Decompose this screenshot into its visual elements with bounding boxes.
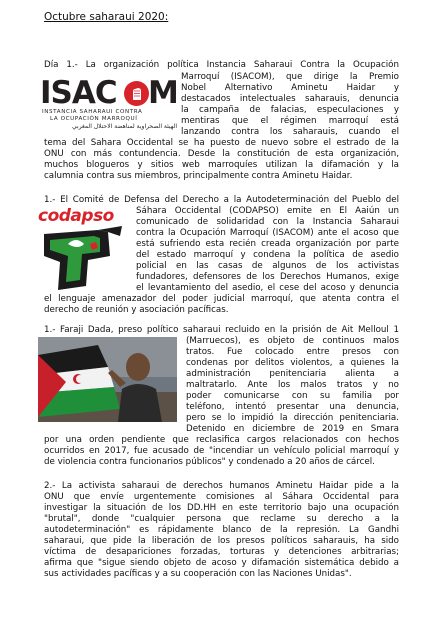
- isacom-logo-subtitle-arabic: الهيئة الصحراوية لمناهضة الاحتلال المغربي: [72, 123, 177, 130]
- paragraph-line: Nobel Alternativo Aminetu Haidar y: [181, 83, 399, 93]
- document-title: Octubre saharaui 2020:: [44, 11, 169, 23]
- paragraph-line: víctima de desapariciones forzadas, torturas y detenciones arbitrarias;: [44, 547, 399, 557]
- paragraph-line: (Marruecos), es objeto de continuos malos: [186, 336, 399, 346]
- paragraph-line: 1.- Faraji Dada, preso político saharaui recluido en la prisión de Ait Melloul 1: [44, 325, 399, 335]
- paragraph-line: poder comunicarse con su familia por: [186, 391, 399, 401]
- isacom-logo-subtitle-1: INSTANCIA SAHARAUI CONTRA: [42, 109, 143, 115]
- isacom-logo-subtitle-2: LA OCUPACIÓN MARROQUÍ: [50, 116, 138, 122]
- isacom-logo-wordmark: ISAC M: [40, 75, 178, 111]
- paragraph-line: mentiras que el régimen marroquí está: [181, 116, 399, 126]
- isacom-logo: [40, 75, 178, 134]
- codapso-logo-wordmark: codapso: [38, 206, 114, 226]
- paragraph-line: 1.- El Comité de Defensa del Derecho a la Autodeterminación del Pueblo del: [44, 195, 399, 205]
- paragraph-line: afirma que "sigue siendo objeto de acoso y difamación sistemática debido a: [44, 558, 399, 568]
- isacom-fist-icon: [124, 81, 149, 106]
- paragraph-line: sus actividades pacíficas y a su cooperación con las Naciones Unidas".: [44, 569, 352, 579]
- paragraph-line: tratos. Fue colocado entre presos con: [186, 347, 399, 357]
- paragraph-line: muchos blogueros y sitios web marroquíes utilizan la difamación y la: [44, 160, 399, 170]
- paragraph-line: teléfono, intentó presentar una denuncia,: [186, 402, 399, 412]
- paragraph-line: calumnia contra sus miembros, principalmente contra Aminetu Haidar.: [44, 171, 353, 181]
- paragraph-line: del estado marroquí y condena la política de asedio: [136, 250, 399, 260]
- paragraph-line: condenas por delitos violentos, a quienes la: [186, 358, 399, 368]
- paragraph-line: contra la Ocupación Marroquí (ISACOM) ante el acoso que: [136, 228, 399, 238]
- paragraph-line: maltratarlo. Ante los malos tratos y no: [186, 380, 399, 390]
- paragraph-line: de violencia contra funcionarios públicos" y condenado a 20 años de cárcel.: [44, 457, 375, 467]
- paragraph-line: destacados intelectuales saharauis, denuncia: [181, 94, 399, 104]
- paragraph-line: policial en las casas de algunos de los activistas: [136, 261, 399, 271]
- paragraph-line: saharaui, que pide la liberación de los presos políticos saharauis, ha sido: [44, 536, 399, 546]
- codapso-logo: [38, 206, 126, 294]
- paragraph-line: ONU con más contundencia. Desde la constitución de esta organización,: [44, 149, 399, 159]
- paragraph-line: el levantamiento del asedio, el cese del acoso y denuncia: [136, 283, 399, 293]
- paragraph-line: Detenido en diciembre de 2019 en Smara: [186, 424, 399, 434]
- paragraph-line: administración penitenciaria alienta a: [186, 369, 399, 379]
- paragraph-line: 2.- La activista saharaui de derechos humanos Aminetu Haidar pide a la: [44, 481, 399, 491]
- paragraph-line: Marroquí (ISACOM), que dirige la Premio: [181, 72, 399, 82]
- paragraph-line: Día 1.- La organización política Instancia Saharaui Contra la Ocupación: [44, 60, 399, 70]
- paragraph-line: comunicado de solidaridad con la Instancia Saharaui: [136, 217, 399, 227]
- paragraph-line: pero se lo impidió la dirección penitenciaria.: [186, 413, 399, 423]
- paragraph-line: "brutal", donde "cualquier persona que reclame su derecho a la: [44, 514, 399, 524]
- paragraph-line: fundadores, defensores de los Derechos Humanos, exige: [136, 272, 399, 282]
- paragraph-line: ocurridos en 2017, fue acusado de "incendiar un vehículo policial marroquí y: [44, 446, 399, 456]
- faraji-dada-photo: [38, 337, 177, 422]
- codapso-map-icon: [38, 226, 126, 296]
- paragraph-line: lanzando contra los saharauis, cuando el: [181, 127, 399, 137]
- paragraph-line: investigar la situación de los DD.HH en este territorio bajo una ocupación: [44, 503, 399, 513]
- paragraph-line: por una orden pendiente que reclasifica cargos relacionados con hechos: [44, 435, 399, 445]
- paragraph-line: está sufriendo esta recién creada organización por parte: [136, 239, 399, 249]
- paragraph-line: el lenguaje amenazador del poder judicial marroquí, que atenta contra el: [44, 294, 399, 304]
- paragraph-line: autodeterminación" es rápidamente blanco de la represión. La Gandhi: [44, 525, 399, 535]
- paragraph-line: la campaña de falacias, especulaciones y: [181, 105, 399, 115]
- paragraph-line: derecho de reunión y asociación pacíficas.: [44, 305, 229, 315]
- paragraph-line: tema del Sahara Occidental se ha puesto de nuevo sobre el estrado de la: [44, 138, 399, 148]
- paragraph-line: Sáhara Occidental (CODAPSO) emite en El Aaiún un: [136, 206, 399, 216]
- paragraph-line: ONU que envíe urgentemente comisiones al Sáhara Occidental para: [44, 492, 399, 502]
